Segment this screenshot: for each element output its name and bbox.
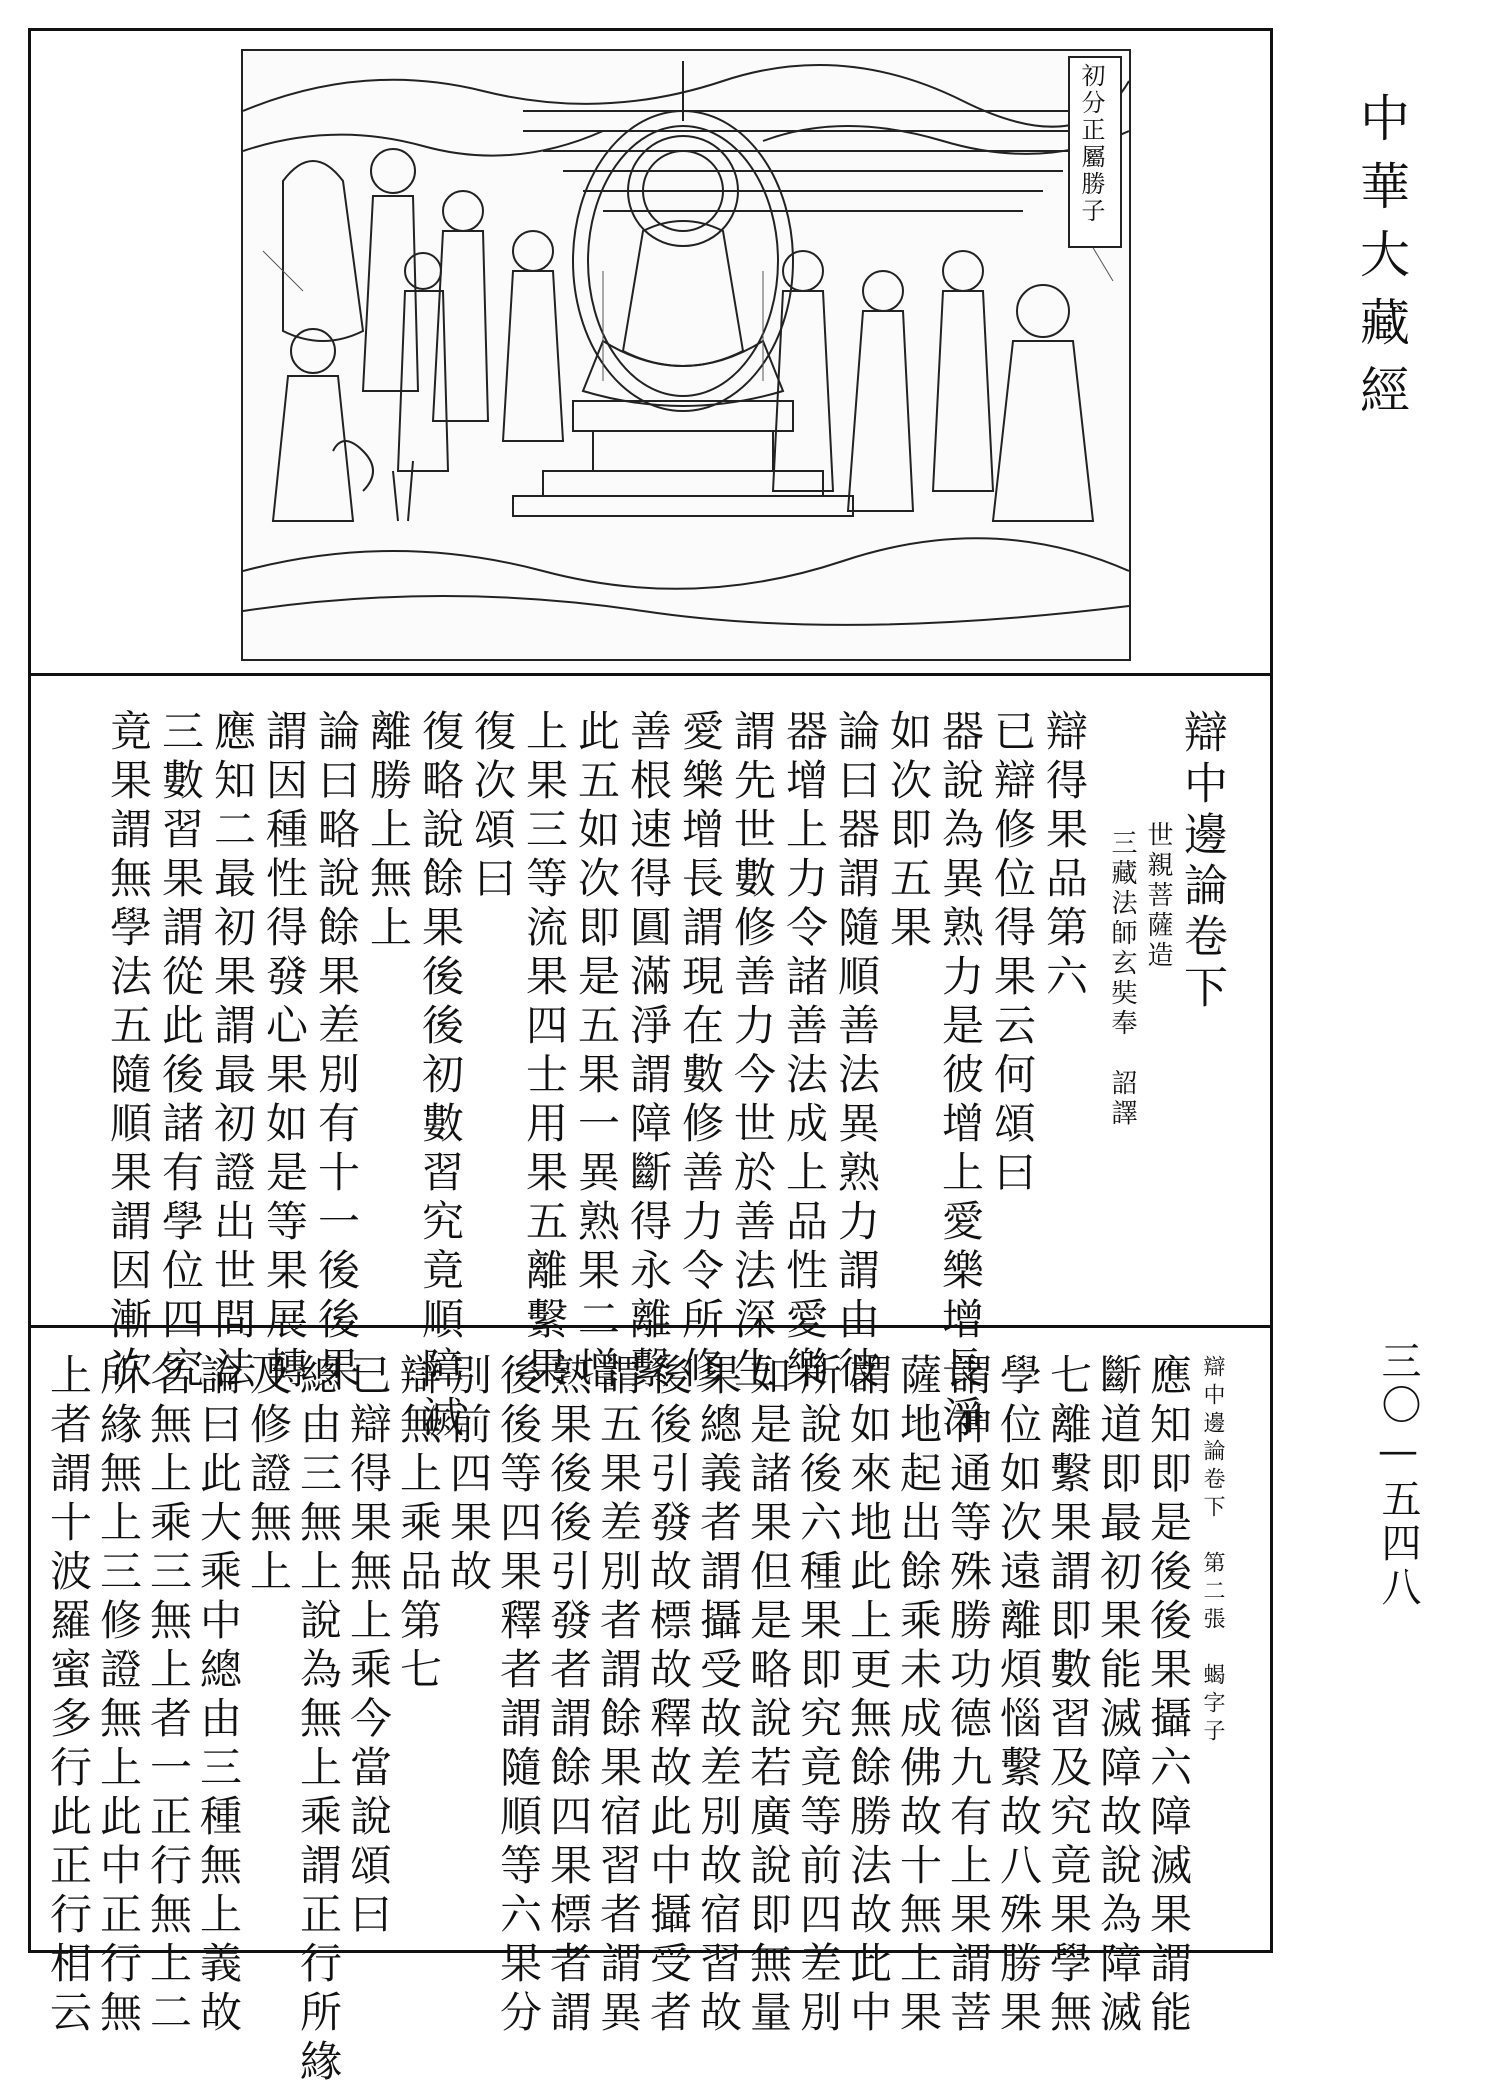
text-column: 謂神通等殊勝功德九有上果謂菩 (944, 1353, 993, 2039)
text-column: 總由三無上說為無上乘謂正行所緣 (294, 1353, 343, 2088)
text-column: 已辯得果無上乘今當說頌曰 (344, 1353, 393, 1941)
text-column: 七離繫果謂即數習及究竟果學無 (1044, 1353, 1093, 2039)
text-column: 應知二最初果謂最初證出世間法 (208, 709, 257, 1395)
text-column: 別前四果故 (444, 1353, 493, 1598)
text-column: 名無上乘三無上者一正行無上二 (144, 1353, 193, 2039)
text-column: 辯無上乘品第七 (394, 1353, 443, 1696)
text-panel-upper (31, 673, 1270, 1444)
text-column: 善根速得圓滿淨謂障斷得永離繫 (624, 709, 673, 1395)
text-column: 辯得果品第六 (1040, 709, 1089, 1003)
text-column: 論曰此大乘中總由三種無上義故 (194, 1353, 243, 2039)
text-column: 謂先世數修善力今世於善法深生 (728, 709, 777, 1395)
text-column: 謂五果差別者謂餘果宿習者謂異 (594, 1353, 643, 2039)
running-header: 辯中邊論卷下 第二張 蝎字子 (1200, 1355, 1225, 1747)
text-column: 謂因種性得發心果如是等果展轉 (260, 709, 309, 1395)
illustration-band (31, 31, 1270, 676)
text-column: 三數習果謂從此後諸有學位四究 (156, 709, 205, 1395)
text-column: 論曰器謂隨順善法異熟力謂由彼 (832, 709, 881, 1395)
frontispiece-illustration (241, 49, 1131, 661)
text-column: 上者謂十波羅蜜多行此正行相云 (44, 1353, 93, 2039)
text-column: 後後引發故標故釋故此中攝受者 (644, 1353, 693, 2039)
illustration-cartouche: 初分正屬勝子 (1077, 63, 1105, 225)
text-column: 後後等四果釋者謂隨順等六果分 (494, 1353, 543, 2039)
text-column: 器增上力令諸善法成上品性愛樂 (780, 709, 829, 1395)
text-column: 應知即是後後果攝六障滅果謂能 (1144, 1353, 1193, 2039)
page-frame (28, 28, 1273, 2088)
text-column: 上果三等流果四士用果五離繫果 (520, 709, 569, 1395)
text-column: 薩地起出餘乘未成佛故十無上果 (894, 1353, 943, 2039)
page-number: 三〇—五四八 (1375, 1340, 1421, 1610)
text-column: 復次頌曰 (468, 709, 517, 905)
text-column: 所緣無上三修證無上此中正行無 (94, 1353, 143, 2039)
text-column: 竟果謂無學法五隨順果謂因漸次 (104, 709, 153, 1395)
text-column: 復略說餘果後後初數習究竟順障滅 (416, 709, 465, 1444)
text-column: 愛樂增長謂現在數修善力令所修 (676, 709, 725, 1395)
text-column: 器說為異熟力是彼增上愛樂增長淨 (936, 709, 985, 1444)
collection-title: 中華大藏經 (1352, 92, 1410, 432)
text-column: 論曰略說餘果差別有十一後後果 (312, 709, 361, 1395)
text-column: 如是諸果但是略說若廣說即無量 (744, 1353, 793, 2039)
text-column: 斷道即最初果能滅障故說為障滅 (1094, 1353, 1143, 2039)
text-panel-lower (31, 1325, 1270, 2088)
text-column: 所說後六種果即究竟等前四差別 (794, 1353, 843, 2039)
text-column: 如次即五果 (884, 709, 933, 954)
author-line: 世親菩薩造 (1143, 821, 1173, 971)
text-column: 謂如來地此上更無餘勝法故此中 (844, 1353, 893, 2039)
scroll-title: 辯中邊論卷下 (1176, 709, 1227, 1015)
text-column: 熟果後後引發者謂餘四果標者謂 (544, 1353, 593, 2039)
text-column: 此五如次即是五果一異熟果二增 (572, 709, 621, 1395)
text-column: 及修證無上 (244, 1353, 293, 1598)
translator-line: 三藏法師玄奘奉 詔譯 (1107, 829, 1137, 1129)
text-column: 已辯修位得果云何頌曰 (988, 709, 1037, 1199)
text-column: 果總義者謂攝受故差別故宿習故 (694, 1353, 743, 2039)
text-column: 學位如次遠離煩惱繫故八殊勝果 (994, 1353, 1043, 2039)
text-column: 離勝上無上 (364, 709, 413, 954)
